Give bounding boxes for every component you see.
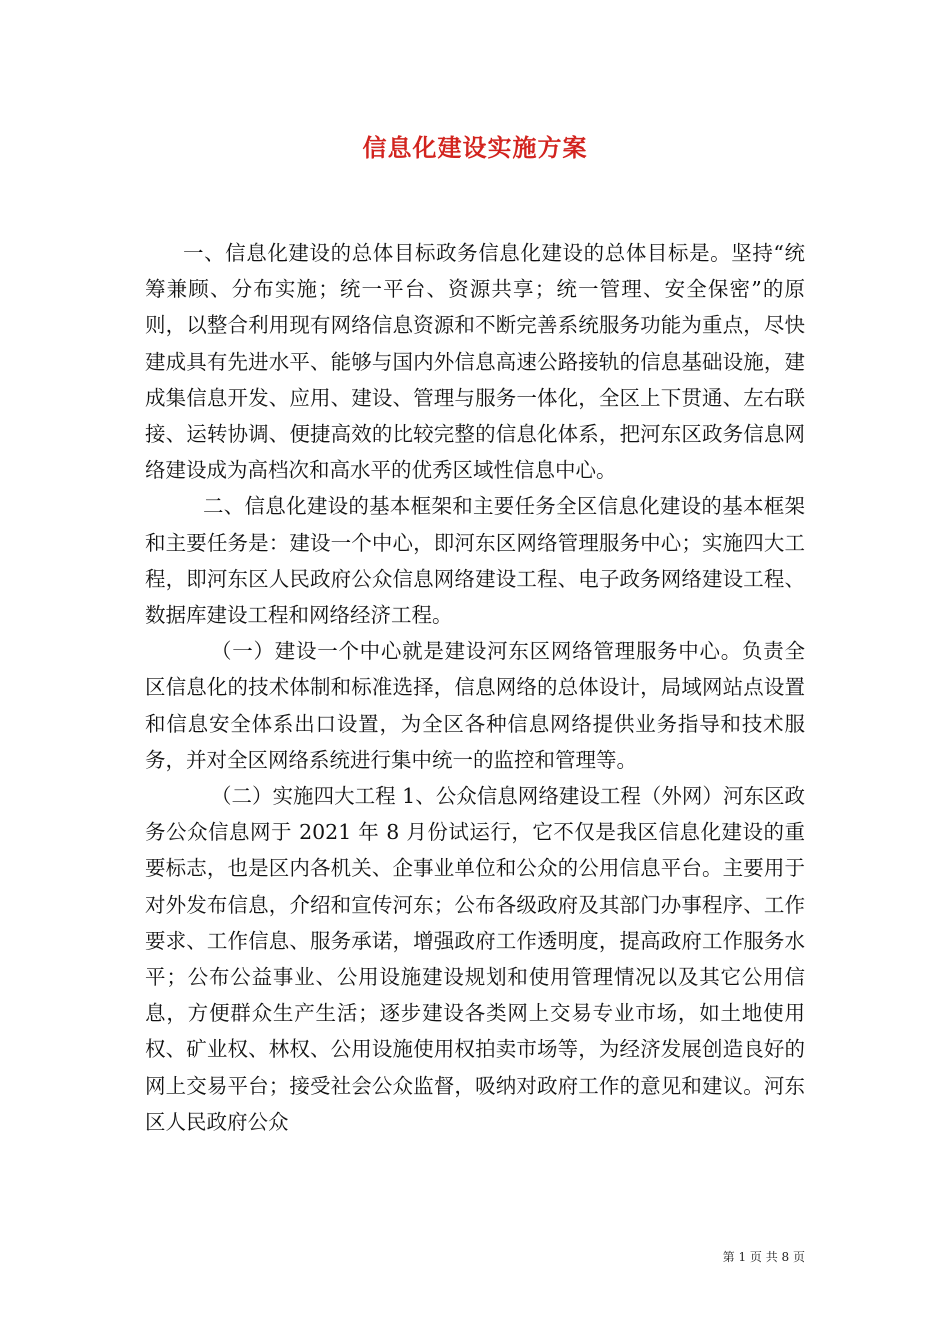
document-title: 信息化建设实施方案	[362, 133, 588, 162]
paragraph-one-center: （一）建设一个中心就是建设河东区网络管理服务中心。负责全区信息化的技术体制和标准选择，信息网络的总体设计，局域网站点设置和信息安全体系出口设置，为全区各种信息网络提供业务指导和技术服务，并对全区网络系统进行集中统一的监控和管理等。	[145, 639, 805, 772]
paragraph-overall-goal: 一、信息化建设的总体目标政务信息化建设的总体目标是。坚持“统筹兼顾、分布实施；统一平台、资源共享；统一管理、安全保密”的原则，以整合利用现有网络信息资源和不断完善系统服务功能为重点，尽快建成具有先进水平、能够与国内外信息高速公路接轨的信息基础设施，建成集信息开发、应用、建设、管理与服务一体化，全区上下贯通、左右联接、运转协调、便捷高效的比较完整的信息化体系，把河东区政务信息网络建设成为高档次和高水平的优秀区域性信息中心。	[145, 241, 805, 483]
paragraph-basic-framework: 二、信息化建设的基本框架和主要任务全区信息化建设的基本框架和主要任务是：建设一个中心，即河东区网络管理服务中心；实施四大工程，即河东区人民政府公众信息网络建设工程、电子政务网络建设工程、数据库建设工程和网络经济工程。	[145, 494, 805, 628]
paragraph-four-projects: （二）实施四大工程 1、公众信息网络建设工程（外网）河东区政务公众信息网于 2021 年 8 月份试运行，它不仅是我区信息化建设的重要标志，也是区内各机关、企事业单位和公众的公用信息平台。主要用于对外发布信息，介绍和宣传河东；公布各级政府及其部门办事程序、工作要求、工作信息、服务承诺，增强政府工作透明度，提高政府工作服务水平；公布公益事业、公用设施建设规划和使用管理情况以及其它公用信息，方便群众生产生活；逐步建设各类网上交易专业市场，如土地使用权、矿业权、林权、公用设施使用权拍卖市场等，为经济发展创造良好的网上交易平台；接受社会公众监督，吸纳对政府工作的意见和建议。河东区人民政府公众	[145, 784, 805, 1134]
document-body	[145, 235, 805, 1140]
page-number-footer: 第 1 页 共 8 页	[722, 1250, 805, 1264]
